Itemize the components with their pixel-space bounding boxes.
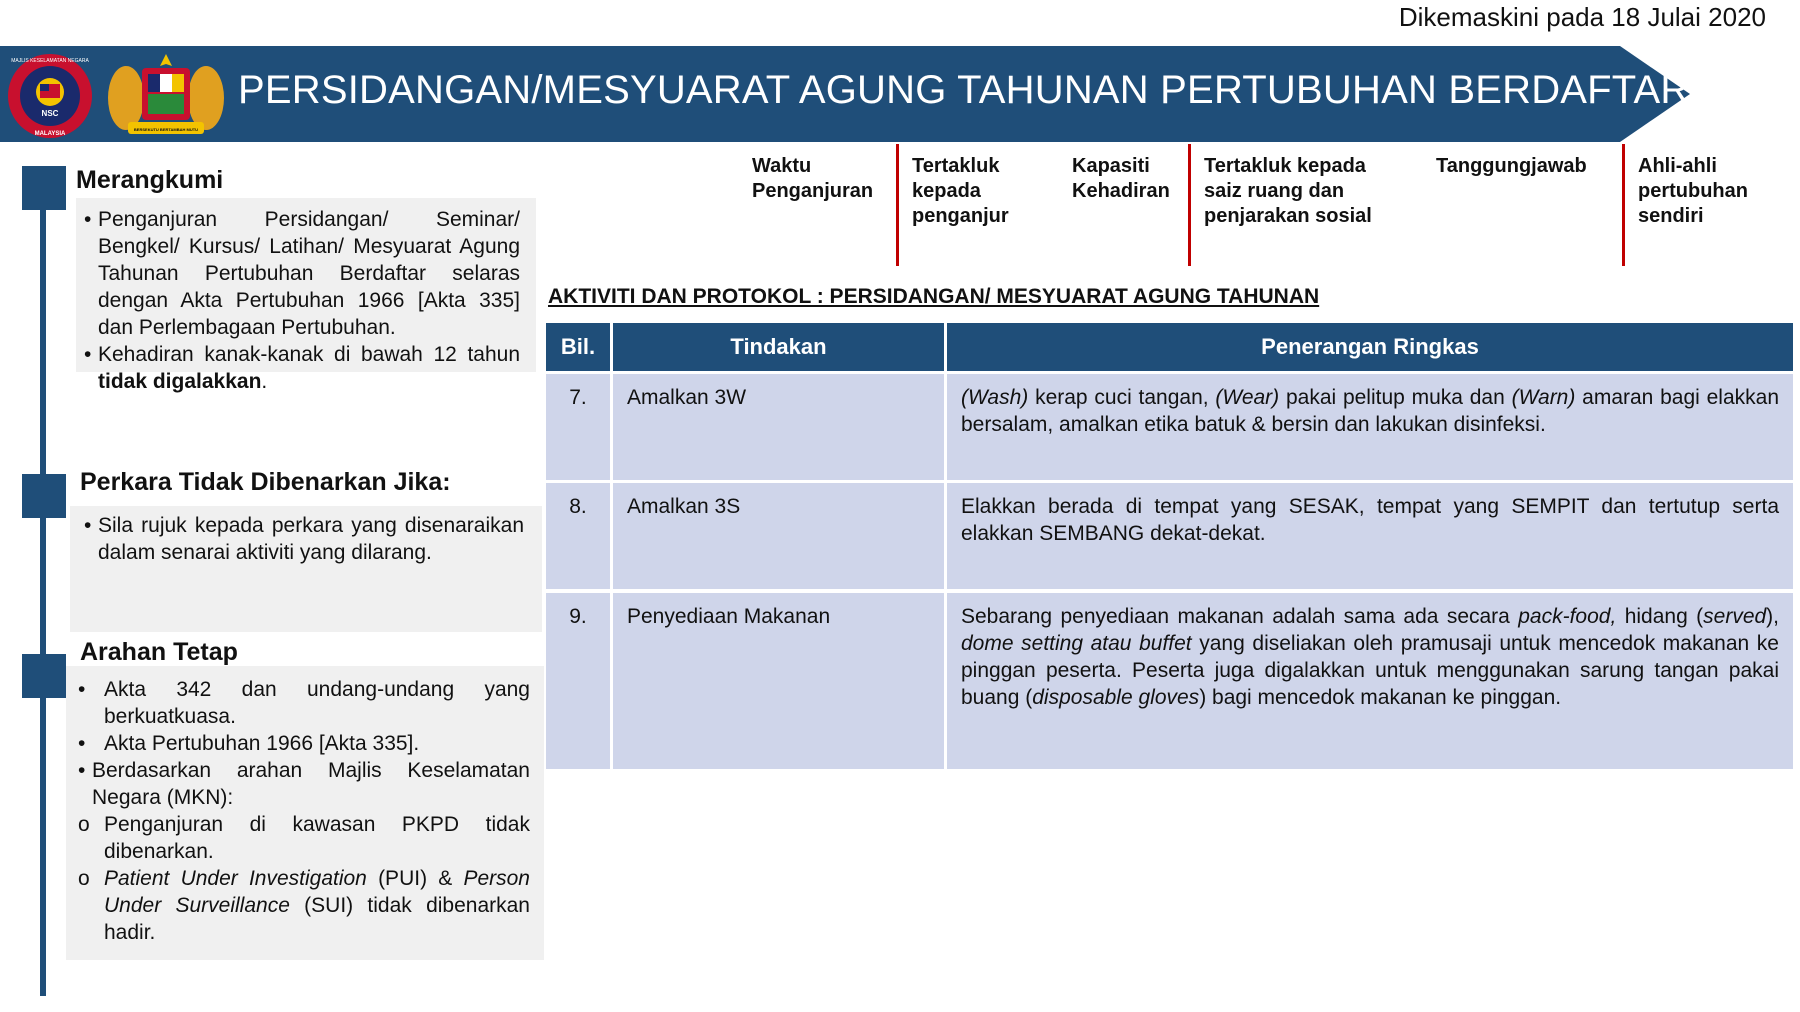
list-item-text: (SUI) tidak dibenarkan hadir. [104, 894, 530, 944]
desc-italic: disposable gloves [1032, 686, 1200, 709]
title-banner [0, 46, 1700, 142]
list-item: • Akta Pertubuhan 1966 [Akta 335]. [78, 730, 530, 757]
table-subtitle: AKTIVITI DAN PROTOKOL : PERSIDANGAN/ MESYUARAT AGUNG TAHUNAN [548, 285, 1320, 308]
page-title: PERSIDANGAN/MESYUARAT AGUNG TAHUNAN PERTUBUHAN BERDAFTAR [238, 68, 1690, 112]
table-header-penerangan: Penerangan Ringkas [947, 323, 1793, 371]
coat-of-arms-logo [104, 50, 228, 140]
desc-text: ) bagi mencedok makanan ke pinggan. [1199, 686, 1562, 709]
table-cell-tindakan: Amalkan 3W [613, 374, 944, 480]
criteria-waktu-value: Tertakluk kepada penganjur [912, 155, 1009, 227]
list-item-text: Akta Pertubuhan 1966 [Akta 335]. [104, 732, 420, 755]
arahan-tetap-list [78, 676, 530, 946]
list-item-text: Penganjuran di kawasan PKPD tidak dibenarkan. [104, 813, 530, 863]
nsc-logo [6, 52, 94, 140]
list-item-text: Sila rujuk kepada perkara yang disenaraikan dalam senarai aktiviti yang dilarang. [98, 514, 524, 564]
nsc-logo-bottom-text: MALAYSIA [34, 131, 66, 137]
list-item-italic: Person Under Surveillance [104, 867, 530, 917]
desc-italic: (Warn) [1511, 386, 1576, 409]
desc-italic: (Wear) [1215, 386, 1280, 409]
table-cell-penerangan [947, 374, 1793, 480]
criteria-separator [896, 144, 899, 266]
list-item-text: (PUI) & [366, 867, 464, 890]
table-cell-tindakan: Amalkan 3S [613, 483, 944, 589]
list-item-text: Akta 342 dan undang-undang yang berkuatkuasa. [104, 678, 530, 728]
tidak-dibenarkan-list [84, 512, 524, 566]
nsc-logo-top-text: MAJLIS KESELAMATAN NEGARA [11, 58, 89, 64]
table-cell-bil: 8. [546, 483, 610, 589]
sub-list-item: o Penganjuran di kawasan PKPD tidak dibenarkan. [78, 813, 530, 863]
section-title-tidak-dibenarkan: Perkara Tidak Dibenarkan Jika: [80, 468, 451, 496]
section-title-arahan-tetap: Arahan Tetap [80, 638, 238, 666]
criteria-waktu-label: Waktu Penganjuran [752, 155, 874, 202]
criteria-tanggungjawab-label: Tanggungjawab [1436, 155, 1587, 177]
desc-text: ), [1766, 605, 1779, 628]
criteria-separator [1188, 144, 1191, 266]
table-header-tindakan: Tindakan [613, 323, 944, 371]
table-cell-bil: 7. [546, 374, 610, 480]
timeline-marker [22, 474, 66, 518]
timeline-line [40, 170, 46, 996]
table-cell-bil: 9. [546, 593, 610, 769]
list-item-bold: tidak digalakkan [98, 370, 262, 393]
table-cell-tindakan: Penyediaan Makanan [613, 593, 944, 769]
list-item: • Berdasarkan arahan Majlis Keselamatan Negara (MKN): [78, 759, 530, 809]
table-cell-penerangan: Elakkan berada di tempat yang SESAK, tempat yang SEMPIT dan tertutup serta elakkan SEMBANG dekat-dekat. [947, 483, 1793, 589]
desc-text: pakai pelitup muka dan [1279, 386, 1512, 409]
desc-text: Sebarang penyediaan makanan adalah sama ada secara [961, 605, 1519, 628]
list-item-italic: Patient Under Investigation [104, 867, 367, 890]
list-item-text: Penganjuran Persidangan/ Seminar/ Bengkel/ Kursus/ Latihan/ Mesyuarat Agung Tahunan Pertubuhan Berdaftar selaras dengan Akta Pertubuhan 1966 [Akta 335] dan Perlembagaan Pertubuhan. [98, 208, 520, 339]
list-item-text: Kehadiran kanak-kanak di bawah 12 tahun [98, 343, 520, 366]
desc-text: yang diseliakan oleh pramusaji untuk mencedok makanan ke pinggan peserta. Peserta juga digalakkan untuk menggunakan sarung tangan pakai buang ( [961, 632, 1779, 709]
table-cell-penerangan [947, 593, 1793, 769]
desc-italic: (Wash) [961, 386, 1029, 409]
list-item: • Akta 342 dan undang-undang yang berkuatkuasa. [78, 678, 530, 728]
timeline-marker [22, 166, 66, 210]
coat-of-arms-motto: BERSEKUTU BERTAMBAH MUTU [133, 127, 199, 132]
criteria-kapasiti-label: Kapasiti Kehadiran [1072, 155, 1170, 202]
criteria-tanggungjawab-value: Ahli-ahli pertubuhan sendiri [1638, 155, 1748, 227]
desc-italic: pack-food, [1518, 605, 1617, 628]
timeline-marker [22, 654, 66, 698]
desc-text: hidang ( [1616, 605, 1704, 628]
section-title-merangkumi: Merangkumi [76, 166, 224, 194]
list-item: • Penganjuran Persidangan/ Seminar/ Bengkel/ Kursus/ Latihan/ Mesyuarat Agung Tahunan Pertubuhan Berdaftar selaras dengan Akta Pertubuhan 1966 [Akta 335] dan Perlembagaan Pertubuhan. [84, 208, 520, 339]
merangkumi-list [84, 206, 520, 395]
table-header-bil: Bil. [546, 323, 610, 371]
updated-date: Dikemaskini pada 18 Julai 2020 [1398, 2, 1766, 32]
desc-text: kerap cuci tangan, [1028, 386, 1216, 409]
criteria-separator [1622, 144, 1625, 266]
desc-italic: served [1703, 605, 1767, 628]
list-item: • Kehadiran kanak-kanak di bawah 12 tahun tidak digalakkan. [84, 343, 520, 393]
list-item-text: Berdasarkan arahan Majlis Keselamatan Negara (MKN): [92, 759, 530, 809]
sub-list-item: o Patient Under Investigation (PUI) & Person Under Surveillance (SUI) tidak dibenarkan hadir. [78, 867, 530, 944]
list-item-text: . [261, 370, 268, 393]
criteria-kapasiti-value: Tertakluk kepada saiz ruang dan penjarakan sosial [1204, 155, 1372, 227]
nsc-logo-center: NSC [41, 109, 59, 118]
desc-italic: dome setting atau buffet [961, 632, 1192, 655]
desc-text: amaran bagi elakkan bersalam, amalkan etika batuk & bersin dan lakukan disinfeksi. [961, 386, 1780, 436]
list-item: • Sila rujuk kepada perkara yang disenaraikan dalam senarai aktiviti yang dilarang. [84, 514, 524, 564]
